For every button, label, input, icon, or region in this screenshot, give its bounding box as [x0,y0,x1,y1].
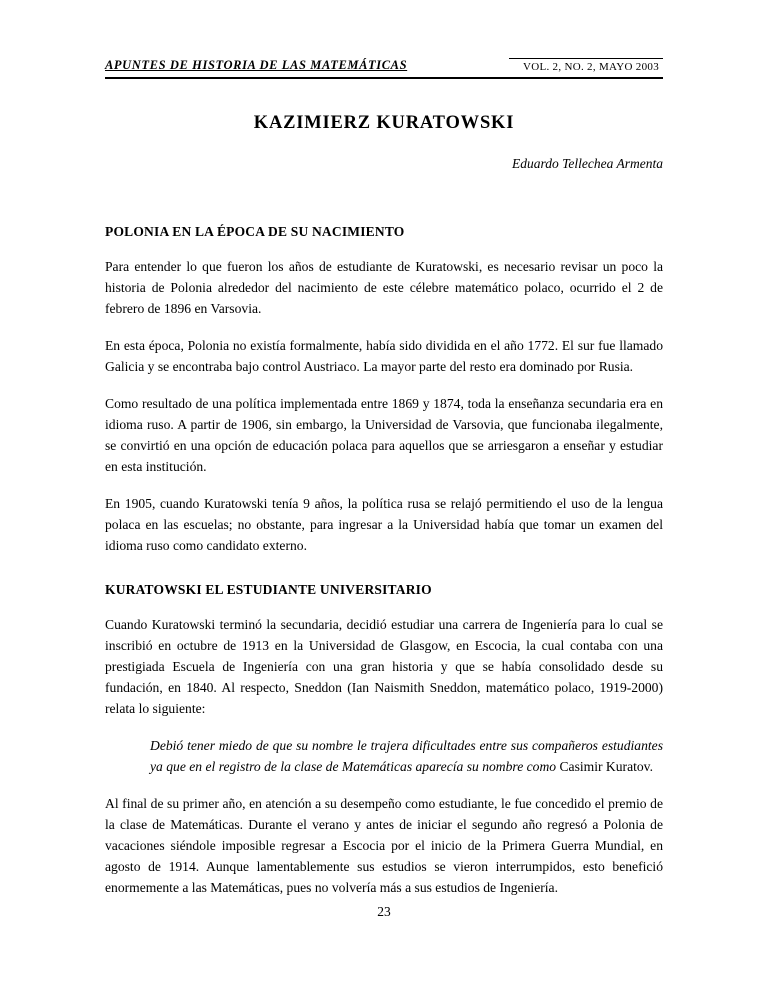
block-quote [150,735,663,777]
paragraph: En esta época, Polonia no existía formalmente, había sido dividida en el año 1772. El sur fue llamado Galicia y se encontraba bajo control Austriaco. La mayor parte del resto era dominado por Rusia. [105,338,663,374]
page-title: KAZIMIERZ KURATOWSKI [253,113,515,133]
section-heading-estudiante: KURATOWSKI EL ESTUDIANTE UNIVERSITARIO [105,582,432,597]
issue-info: VOL. 2, NO. 2, MAYO 2003 [509,58,663,73]
paragraph: Para entender lo que fueron los años de estudiante de Kuratowski, es necesario revisar un poco la historia de Polonia alrededor del nacimiento de este célebre matemático polaco, ocurrido el 2 de febrero de 1896 en Varsovia. [105,259,663,316]
block-quote-name: Casimir Kuratov. [559,759,653,774]
running-head [105,58,663,79]
paragraph: En 1905, cuando Kuratowski tenía 9 años, la política rusa se relajó permitiendo el uso de la lengua polaca en las escuelas; no obstante, para ingresar a la Universidad había que tomar un examen del idioma ruso como candidato externo. [105,496,663,553]
block-quote-text: Debió tener miedo de que su nombre le trajera dificultades entre sus compañeros estudiantes ya que en el registro de la clase de Matemáticas aparecía su nombre como [150,738,663,774]
paragraph: Al final de su primer año, en atención a su desempeño como estudiante, le fue concedido el premio de la clase de Matemáticas. Durante el verano y antes de iniciar el segundo año regresó a Polonia de vacaciones siéndole imposible regresar a Escocia por el inicio de la Primera Guerra Mundial, en agosto de 1914. Aunque lamentablemente sus estudios se vieron interrumpidos, esto benefició enormemente a las Matemáticas, pues no volvería más a sus estudios de Ingeniería. [105,796,663,895]
paragraph: Cuando Kuratowski terminó la secundaria, decidió estudiar una carrera de Ingeniería para lo cual se inscribió en octubre de 1913 en la Universidad de Glasgow, en Escocia, la cual contaba con una prestigiada Escuela de Ingeniería con una gran historia y que se había consolidado desde su fundación, en 1840. Al respecto, Sneddon (Ian Naismith Sneddon, matemático polaco, 1919-2000) relata lo siguiente: [105,617,663,716]
paragraph: Como resultado de una política implementada entre 1869 y 1874, toda la enseñanza secundaria era en idioma ruso. A partir de 1906, sin embargo, la Universidad de Varsovia, que funcionaba ilegalmente, se convirtió en una opción de educación polaca para aquellos que se arriesgaron a enseñar y estudiar en esta institución. [105,396,663,474]
page-number: 23 [377,904,391,919]
section-heading-polonia: POLONIA EN LA ÉPOCA DE SU NACIMIENTO [105,224,405,239]
author-byline: Eduardo Tellechea Armenta [512,156,663,171]
journal-title: APUNTES DE HISTORIA DE LAS MATEMÁTICAS [105,58,408,72]
